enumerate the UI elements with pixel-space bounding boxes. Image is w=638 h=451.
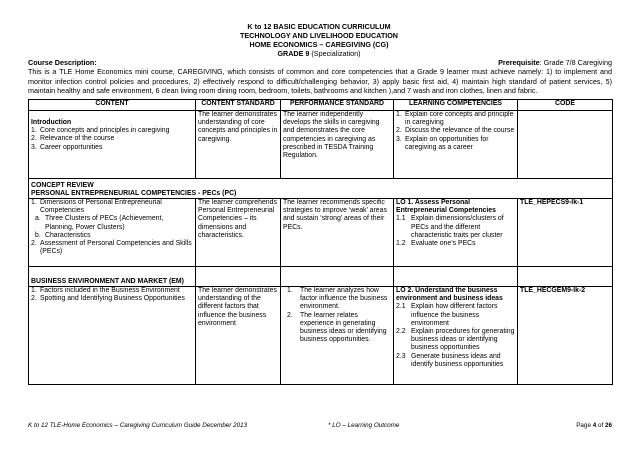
grade-label: GRADE 9 xyxy=(277,49,310,58)
header-title-2: TECHNOLOGY AND LIVELIHOOD EDUCATION xyxy=(240,31,398,40)
intro-code xyxy=(518,111,613,179)
header-title-4 xyxy=(0,49,638,58)
header-content-standard: CONTENT STANDARD xyxy=(196,100,281,111)
pecs-performance: The learner recommends specific strategies to improve ‘weak’ areas and sustain ‘strong’ areas of their PECs. xyxy=(281,199,394,267)
intro-competencies: 1. Explain core concepts and principle in caregiving 2. Discuss the relevance of the course 3. Explain on opportunities for caregiving as a career xyxy=(394,111,518,179)
em-content: 1. Factors included in the Business Environment 2. Spotting and Identifying Business Opportunities xyxy=(29,287,196,385)
page-number: Page 4 of 26 xyxy=(576,422,612,429)
prerequisite: Prerequisite: Grade 7/8 Caregiving xyxy=(498,58,612,67)
header-content: CONTENT xyxy=(29,100,196,111)
section-business-environment: BUSINESS ENVIRONMENT AND MARKET (EM) xyxy=(29,267,196,287)
pecs-standard: The learner comprehends Personal Entrepreneurial Competencies – its dimensions and characteristics. xyxy=(196,199,281,267)
table-row xyxy=(29,111,613,179)
footer-guide-title: K to 12 TLE-Home Economics – Caregiving Curriculum Guide December 2013 xyxy=(28,422,248,429)
em-standard: The learner demonstrates understanding of the different factors that influence the business environment xyxy=(196,287,281,385)
header-title-1: K to 12 BASIC EDUCATION CURRICULUM xyxy=(247,22,391,31)
table-row xyxy=(29,179,613,199)
table-row xyxy=(29,287,613,385)
intro-performance: The learner independently develops the skills in caregiving and demonstrates the core competencies in caregiving as prescribed in TESDA Training Regulation. xyxy=(281,111,394,179)
intro-standard: The learner demonstrates understanding of core concepts and principles in caregiving. xyxy=(196,111,281,179)
intro-content: Introduction 1. Core concepts and principles in caregiving 2. Relevance of the course 3. Career opportunities xyxy=(29,111,196,179)
header-title-3: HOME ECONOMICS – CAREGIVING (CG) xyxy=(249,40,389,49)
pecs-competencies: LO 1. Assess Personal Entrepreneurial Competencies 1.1 Explain dimensions/clusters of PECs and the different characteristic traits per cluster 1.2 Evaluate one’s PECs xyxy=(394,199,518,267)
pecs-content: 1. Dimensions of Personal Entrepreneurial Competencies a. Three Clusters of PECs (Achievement, Planning, Power Clusters) b. Characteristics 2. Assessment of Personal Competencies and Skills (PECs) xyxy=(29,199,196,267)
header-performance-standard: PERFORMANCE STANDARD xyxy=(281,100,394,111)
em-performance: 1. The learner analyzes how factor influence the business environment. 2. The learner relates experience in generating business ideas or identifying business opportunities. xyxy=(281,287,394,385)
table-row xyxy=(29,267,613,287)
table-header-row xyxy=(29,100,613,111)
table-row xyxy=(29,199,613,267)
header-code: CODE xyxy=(518,100,613,111)
specialization-label: (Specialization) xyxy=(309,49,361,58)
header-learning-competencies: LEARNING COMPETENCIES xyxy=(394,100,518,111)
course-description-label: Course Description: xyxy=(28,58,97,67)
section-concept-review: CONCEPT REVIEW PERSONAL ENTREPRENEURIAL COMPETENCIES - PECs (PC) xyxy=(29,179,613,199)
pecs-code: TLE_HEPECS9-Ik-1 xyxy=(518,199,613,267)
footer-lo-note: * LO – Learning Outcome xyxy=(328,422,400,429)
em-code: TLE_HECGEM9-Ik-2 xyxy=(518,287,613,385)
em-competencies: LO 2. Understand the business environment and business ideas 2.1 Explain how different factors influence the business environment 2.2 Explain procedures for generating business ideas or identifying business opportunities 2.3 Generate business ideas and identify business opportunities xyxy=(394,287,518,385)
course-description-text: This is a TLE Home Economics mini course, CAREGIVING, which consists of common and core competencies that a Grade 9 learner must achieve namely: 1) to implement and monitor infection control policies and procedures, 2) effectively respond to difficult/challenging behavior, 3) apply basic first aid, 4) maintain high standard of patient services, 5) maintain healthy and safe environment, 6 clean living room dining room, bedroom, toilets, bathrooms and kitchen ),and 7 wash and iron clothes, linen and fabric. xyxy=(28,67,612,96)
curriculum-table xyxy=(28,99,613,385)
